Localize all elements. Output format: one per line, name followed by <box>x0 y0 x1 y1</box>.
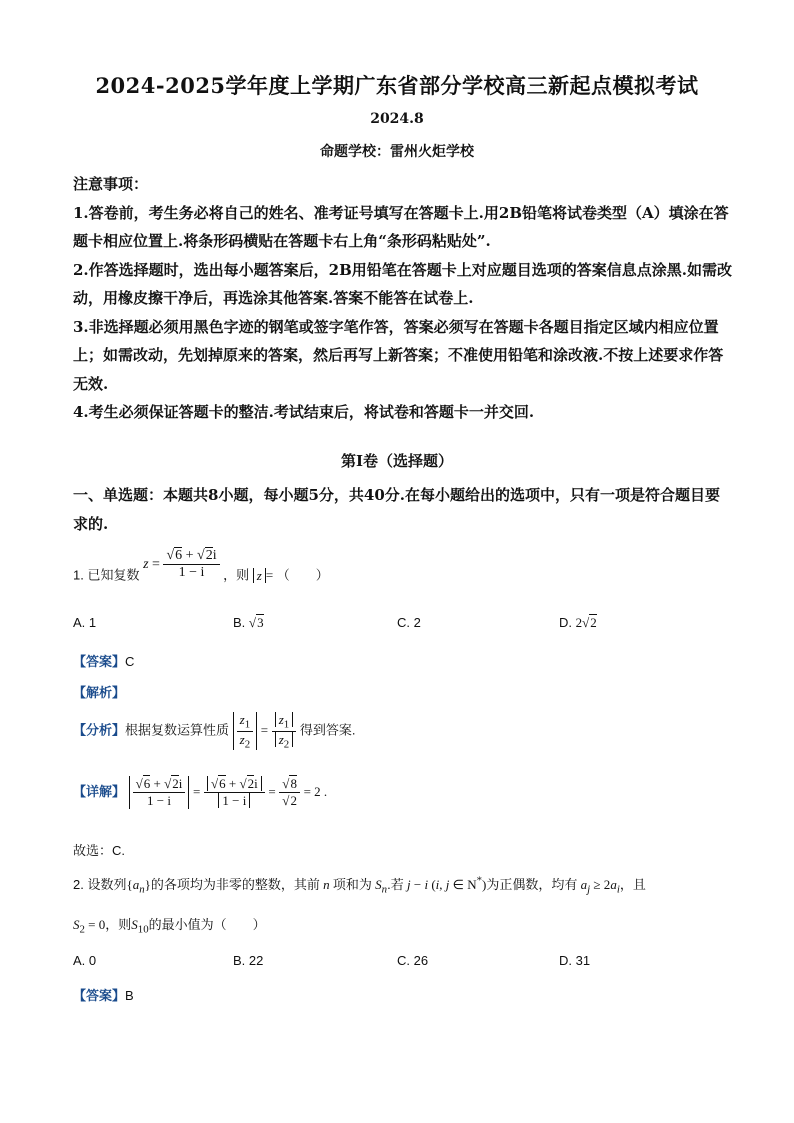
q1-conclusion: 故选：C. <box>73 843 126 858</box>
section-desc: 一、单选题：本题共8小题，每小题5分，共40分.在每小题给出的选项中，只有一项是符合题目要求的. <box>73 486 720 533</box>
note-item-2: 2.作答选择题时，选出每小题答案后，2B用铅笔在答题卡上对应题目选项的答案信息点涂黑.如需改动，用橡皮擦干净后，再选涂其他答案.答案不能答在试卷上. <box>73 260 733 307</box>
q1-option-c: C. 2 <box>397 615 421 630</box>
school-line: 命题学校：雷州火炬学校 <box>320 144 474 160</box>
q2-option-d: D. 31 <box>559 953 591 968</box>
notes-heading: 注意事项： <box>73 175 149 193</box>
q1-prefix: 1. 已知复数 <box>73 567 140 583</box>
q2-answer: 【答案】B <box>73 988 134 1003</box>
q2-option-c: C. 26 <box>397 953 429 968</box>
exam-date: 2024.8 <box>370 111 424 127</box>
q1-detail: 【详解】 $\frac{√6 + √2i}{1 - i}$ = $\frac{√6 + √2i}{1 - i}$ = $\frac{√8}{√2}$ = 2 . <box>73 776 328 808</box>
q1-formula: z = $\frac{√6 + √2i}{1 - i}$ <box>143 557 223 572</box>
q1-option-b: B. √3 <box>233 615 264 630</box>
q1-answer: 【答案】C <box>73 654 135 669</box>
notes-block <box>73 170 733 427</box>
section-title: 第Ⅰ卷（选择题） <box>340 452 454 470</box>
note-item-4: 4.考生必须保证答题卡的整洁.考试结束后，将试卷和答题卡一并交回. <box>73 403 535 421</box>
q1-paren: （ ） <box>276 567 329 583</box>
question-1: 1. 已知复数 z = $\frac{√6 + √2i}{1 - i}$ ，则 z = （ ） <box>73 548 329 583</box>
question-2-line-2: $S_2 = 0$，则$S_{10}$的最小值为（ ） <box>73 917 266 936</box>
q1-suffix: ，则 <box>223 567 250 583</box>
q1-analysis: 【解析】 <box>73 685 126 700</box>
q2-option-b: B. 22 <box>233 953 264 968</box>
note-item-3: 3.非选择题必须用黑色字迹的钢笔或签字笔作答，答案必须写在答题卡各题目指定区域内相应位置上；如需改动，先划掉原来的答案，然后再写上新答案；不准使用铅笔和涂改液.不按上述要求作答无效. <box>73 317 724 393</box>
q2-option-a: A. 0 <box>73 953 97 968</box>
q1-option-d: D. 2√2 <box>559 615 597 630</box>
page-title: 2024-2025学年度上学期广东省部分学校高三新起点模拟考试 <box>95 73 699 98</box>
q1-fenxi: 【分析】根据复数运算性质 $\frac{z_1}{z_2}$ = $\frac{z_1}{z_2}$ 得到答案. <box>73 712 356 751</box>
note-item-1: 1.答卷前，考生务必将自己的姓名、准考证号填写在答题卡上.用2B铅笔将试卷类型（A）填涂在答题卡相应位置上.将条形码横贴在答题卡右上角“条形码粘贴处”. <box>73 203 729 250</box>
question-2: 2. 设数列$\{a_n\}$的各项均为非零的整数，其前 n 项和为 $S_n$.若 j − i (i, j ∈ N*)为正偶数，均有 $a_j \ge 2a_i$，且 <box>73 874 646 896</box>
q1-modulus: z <box>253 568 266 583</box>
q1-option-a: A. 1 <box>73 615 97 630</box>
